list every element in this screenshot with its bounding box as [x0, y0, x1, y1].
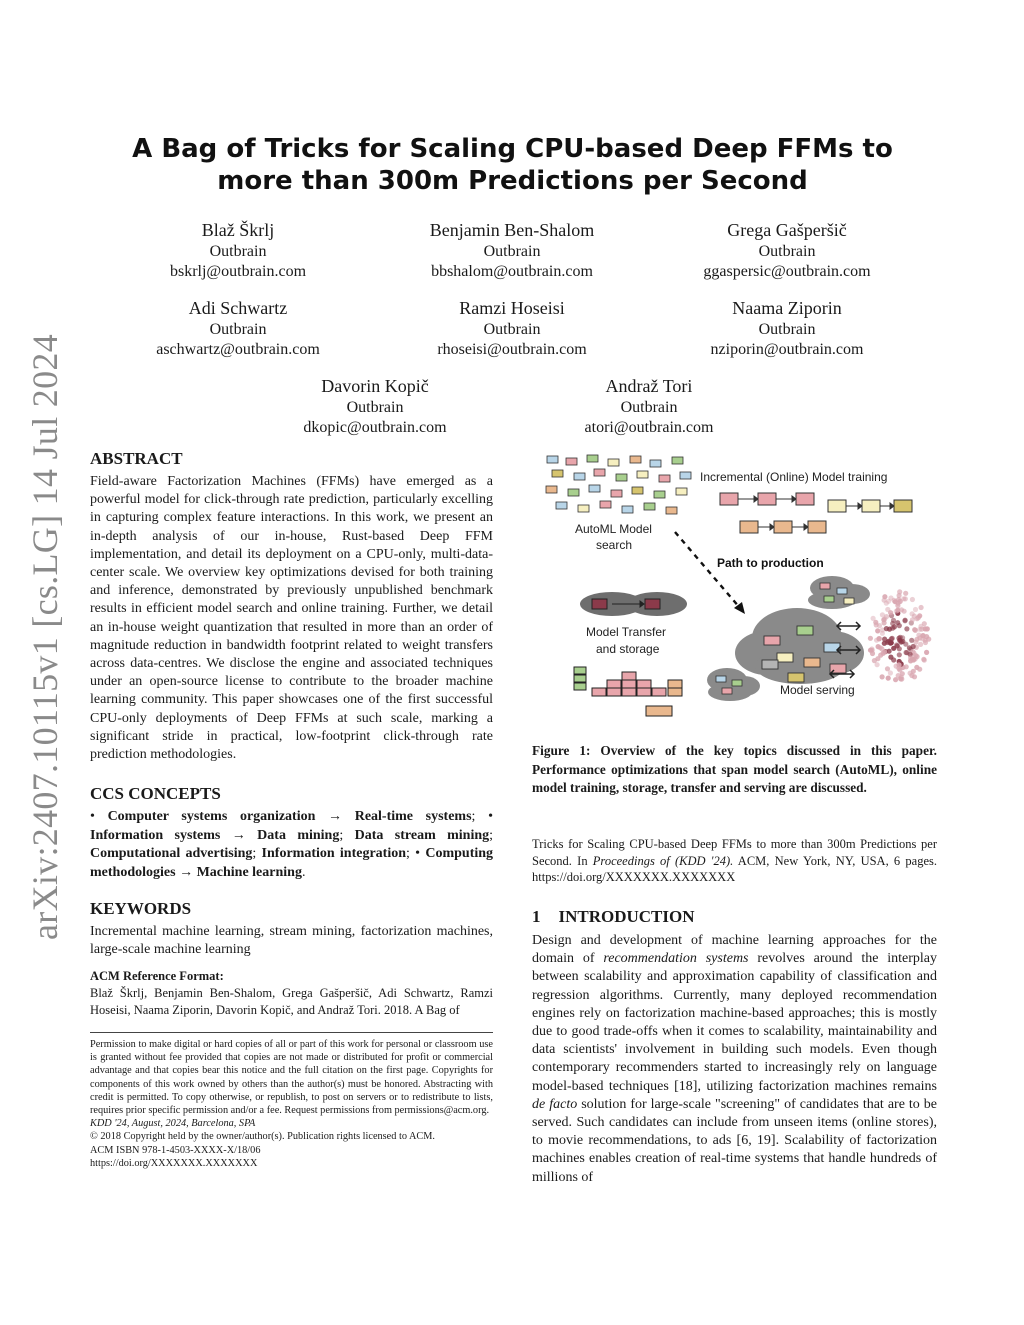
permission-notice — [90, 1038, 493, 1170]
swarm-dot — [911, 644, 916, 649]
swarm-dot — [898, 599, 903, 604]
swarm-dot — [875, 628, 880, 633]
swarm-dot — [922, 658, 927, 663]
keywords-heading: KEYWORDS — [90, 899, 192, 918]
keywords-text: Incremental machine learning, stream mining, factorization machines, large-scale machine learning — [90, 924, 493, 958]
swarm-dot — [918, 642, 923, 647]
swarm-dot — [917, 613, 922, 618]
swarm-dot — [904, 626, 909, 631]
swarm-dot — [880, 674, 885, 679]
title-line-2: more than 300m Predictions per Second — [217, 166, 808, 196]
swarm-dot — [880, 631, 885, 636]
swarm-dot — [912, 627, 917, 632]
swarm-dot — [910, 617, 915, 622]
doi-link[interactable]: https://doi.org/XXXXXXX.XXXXXXX — [90, 1157, 258, 1169]
author-email[interactable]: bskrlj@outbrain.com — [169, 263, 307, 280]
author-affiliation: Outbrain — [758, 321, 816, 338]
swarm-dot — [894, 609, 899, 614]
swarm-dot — [908, 655, 913, 660]
swarm-dot — [897, 623, 902, 628]
abstract-heading: ABSTRACT — [90, 449, 183, 468]
author-email[interactable]: dkopic@outbrain.com — [303, 419, 447, 436]
author-name: Ramzi Hoseisi — [459, 298, 565, 318]
swarm-dot — [870, 651, 875, 656]
swarm-dot — [891, 657, 896, 662]
author-affiliation: Outbrain — [346, 399, 404, 416]
author-block — [362, 296, 662, 360]
transfer-label-1: Model Transfer — [586, 625, 667, 639]
abstract-text: Field-aware Factorization Machines (FFMs) have emerged as a powerful model for click-through rate prediction, particularly excelling in capturing complex feature interactions. In this work, we present an in-depth analysis of our in-house, Rust-based Deep FFM implementation, and detail its deployment on a CPU-only, multi-data-center scale. We overview key optimizations devised for both training and inference, demonstrated by previously unpublished benchmark results in efficient model search and online training. Further, we detail an in-house weight quantization that resulted in more than an order of magnitude reduction in bandwidth footprint related to weight transfers across data-centres. We disclose the engine and associated techniques under an open-source license to contribute to the broader machine learning community. This paper showcases one of the first successful CPU-only deployments of Deep FFMs at such scale, marking a significant stride in practical, low-footprint click-through rate prediction methodologies. — [90, 474, 493, 763]
transfer-label-2: and storage — [596, 642, 660, 656]
swarm-dot — [884, 626, 889, 631]
swarm-dot — [882, 641, 887, 646]
isbn: ACM ISBN 978-1-4503-XXXX-X/18/06 — [90, 1144, 261, 1156]
author-affiliation: Outbrain — [483, 243, 541, 260]
swarm-dot — [868, 636, 873, 641]
acm-ref-text: Blaž Škrlj, Benjamin Ben-Shalom, Grega Gašperšič, Adi Schwartz, Ramzi Hoseisi, Naama Ziporin, Davorin Kopič, and Andraž Tori. 2018. A Bag of — [90, 986, 493, 1017]
request-swarm — [868, 589, 932, 682]
swarm-dot — [910, 597, 915, 602]
online-training-label: Incremental (Online) Model training — [700, 470, 888, 484]
swarm-dot — [898, 635, 903, 640]
author-email[interactable]: rhoseisi@outbrain.com — [437, 341, 587, 358]
author-name: Davorin Kopič — [321, 376, 429, 396]
path-arrow — [675, 532, 740, 608]
swarm-dot — [908, 671, 913, 676]
serving-label: Model serving — [780, 683, 855, 697]
author-affiliation: Outbrain — [209, 243, 267, 260]
author-block — [637, 296, 937, 360]
acm-ref-heading: ACM Reference Format: — [90, 969, 224, 983]
intro-text: Design and development of machine learning approaches for the domain of recommendation systems revolves around the interplay between scalability and approximation capability of classification and regression algorithms. Currently, many deployed recommendation engines rely on factorization machine-based approaches; this is mostly due to good trade-offs when it comes to scalability, maintainability and data scientists' involvement in building such models. Even though contemporary recommenders started to increasingly rely on language model-based techniques [18], utilizing factorization machines remains de facto solution for large-scale "screening" of candidates that are to be served. Such candidates can include from unseen items (online stores), to movie recommendations, to ads [6, 19]. Scalability of factorization machines enables creation of real-time systems that handle hundreds of millions of — [532, 933, 938, 1185]
online-training-pipeline — [720, 493, 912, 533]
author-block — [88, 296, 388, 360]
swarm-dot — [885, 666, 890, 671]
swarm-dot — [886, 676, 891, 681]
author-email[interactable]: bbshalom@outbrain.com — [431, 263, 593, 280]
author-block — [637, 218, 937, 282]
swarm-dot — [914, 665, 919, 670]
path-label: Path to production — [717, 556, 824, 570]
author-block — [225, 374, 525, 438]
swarm-dot — [882, 594, 887, 599]
swarm-dot — [888, 670, 893, 675]
swarm-dot — [882, 620, 887, 625]
author-affiliation: Outbrain — [209, 321, 267, 338]
author-name: Naama Ziporin — [732, 298, 842, 318]
author-affiliation: Outbrain — [758, 243, 816, 260]
acm-ref-continued: Tricks for Scaling CPU-based Deep FFMs to more than 300m Predictions per Second. In Proceedings of (KDD '24). ACM, New York, NY, USA, 6 pages. https://doi.org/XXXXXXX.XXXXXXX — [532, 837, 937, 884]
permission-text: Permission to make digital or hard copies of all or part of this work for personal or classroom use is granted without fee provided that copies are not made or distributed for profit or commercial advantage and that copies bear this notice and the full citation on the first page. Copyrights for components of this work owned by others than the author(s) must be honored. Abstracting with credit is permitted. To copy otherwise, or republish, to post on servers or to redistribute to lists, requires prior specific permission and/or a fee. Request permissions from permissions@acm.org. — [90, 1039, 493, 1117]
venue: KDD '24, August, 2024, Barcelona, SPA — [90, 1118, 256, 1130]
arxiv-stamp: arXiv:2407.10115v1 [cs.LG] 14 Jul 2024 — [25, 334, 65, 940]
swarm-dot — [924, 626, 929, 631]
title-line-1: A Bag of Tricks for Scaling CPU-based Deep FFMs to — [132, 134, 893, 164]
author-email[interactable]: atori@outbrain.com — [584, 419, 714, 436]
swarm-dot — [884, 614, 889, 619]
swarm-dot — [924, 650, 929, 655]
swarm-dot — [909, 638, 914, 643]
swarm-dot — [898, 676, 903, 681]
swarm-dot — [926, 637, 931, 642]
author-name: Benjamin Ben-Shalom — [429, 220, 595, 240]
author-name: Adi Schwartz — [188, 298, 288, 318]
author-email[interactable]: ggaspersic@outbrain.com — [703, 263, 871, 280]
swarm-dot — [900, 671, 905, 676]
author-block — [88, 218, 388, 282]
swarm-dot — [903, 591, 908, 596]
author-name: Andraž Tori — [605, 376, 693, 396]
paper-title — [90, 133, 935, 197]
swarm-dot — [888, 610, 893, 615]
author-block — [499, 374, 799, 438]
author-name: Grega Gašperšič — [727, 220, 847, 240]
swarm-dot — [897, 589, 902, 594]
figure-1-diagram — [532, 448, 942, 738]
swarm-dot — [875, 662, 880, 667]
author-affiliation: Outbrain — [620, 399, 678, 416]
swarm-dot — [896, 662, 901, 667]
copyright: © 2018 Copyright held by the owner/author(s). Publication rights licensed to ACM. — [90, 1131, 436, 1143]
automl-candidate-grid — [546, 455, 691, 514]
author-block — [362, 218, 662, 282]
figure-caption: Figure 1: Overview of the key topics discussed in this paper. Performance optimizations that span model search (AutoML), online model training, storage, transfer and serving are discussed. — [532, 743, 937, 795]
ccs-heading: CCS CONCEPTS — [90, 784, 221, 803]
intro-heading: 1 INTRODUCTION — [532, 907, 695, 926]
author-email[interactable]: aschwartz@outbrain.com — [156, 341, 320, 358]
swarm-dot — [902, 609, 907, 614]
automl-label-1: AutoML Model — [575, 522, 652, 536]
swarm-dot — [919, 605, 924, 610]
swarm-dot — [913, 607, 918, 612]
storage-blocks — [574, 667, 682, 716]
swarm-dot — [903, 618, 908, 623]
swarm-dot — [881, 651, 886, 656]
author-name: Blaž Škrlj — [201, 220, 275, 240]
swarm-dot — [869, 646, 874, 651]
swarm-dot — [914, 654, 919, 659]
footnote-rule — [90, 1032, 493, 1033]
swarm-dot — [910, 611, 915, 616]
author-affiliation: Outbrain — [483, 321, 541, 338]
swarm-dot — [876, 644, 881, 649]
ccs-concepts: • Computer systems organization → Real-time systems; • Information systems → Data mining; Data stream mining; Computational advertising; Information integration; • Computing methodologies → Machine learning. — [90, 809, 494, 880]
swarm-dot — [873, 620, 878, 625]
swarm-dot — [876, 636, 881, 641]
swarm-dot — [897, 652, 902, 657]
automl-label-2: search — [596, 538, 633, 552]
author-email[interactable]: nziporin@outbrain.com — [710, 341, 864, 358]
swarm-dot — [887, 649, 892, 654]
swarm-dot — [897, 646, 902, 651]
swarm-dot — [888, 595, 893, 600]
swarm-dot — [884, 601, 889, 606]
